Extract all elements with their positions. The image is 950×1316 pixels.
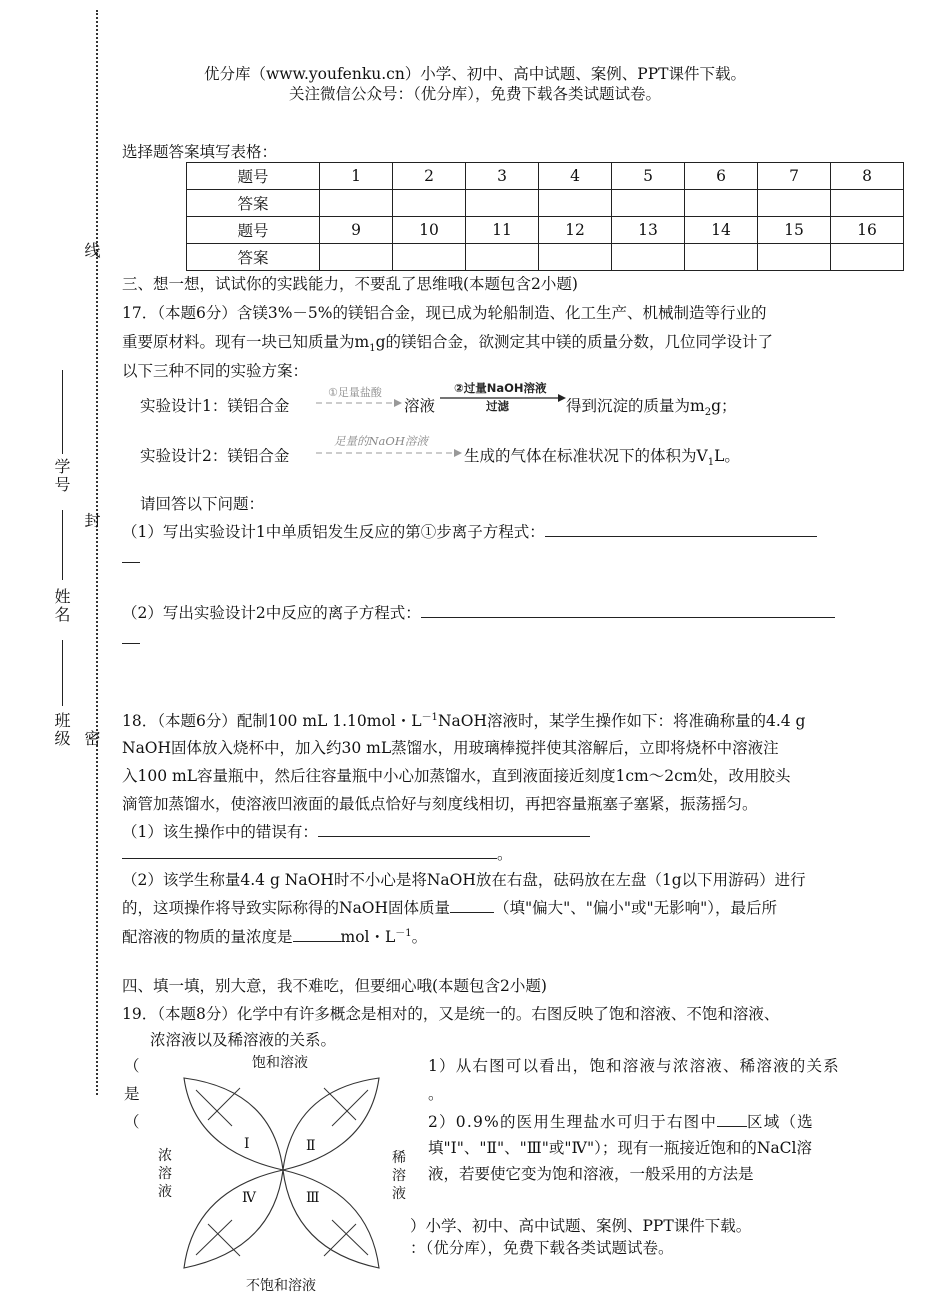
design-1-arrow-1-label: ①足量盐酸	[328, 386, 382, 399]
answer-cell[interactable]	[758, 190, 831, 217]
q19-left-fragment-2: 是	[124, 1085, 140, 1103]
q18-sub-2-line-2-b: （填"偏大"、"偏小"或"无影响"），最后所	[494, 899, 778, 917]
q19-line-1: 19．（本题8分）化学中有许多概念是相对的，又是统一的。右图反映了饱和溶液、不饱和溶液、	[122, 1005, 780, 1023]
table-row	[187, 190, 904, 217]
q18-sub-1-line-2	[122, 842, 513, 864]
q19-r2-a: 2）0.9%的医用生理盐水可归于右图中	[428, 1113, 718, 1131]
header-cell: 题号	[187, 217, 320, 244]
answer-blank-continued[interactable]	[122, 643, 140, 644]
q18-sub-2-line-3	[122, 924, 427, 947]
number-cell: 2	[393, 163, 466, 190]
design-2-label: 实验设计2：镁铝合金	[140, 447, 290, 465]
diagram-bottom-label: 不饱和溶液	[246, 1278, 316, 1294]
table-row	[187, 217, 904, 244]
q18-line-1-a: 18．（本题6分）配制100 mL 1.10mol・L	[122, 712, 422, 731]
design-1-mid: 溶液	[404, 397, 436, 415]
answer-cell[interactable]	[320, 244, 393, 271]
answer-cell[interactable]	[612, 244, 685, 271]
q18-line-1-b: NaOH溶液时，某学生操作如下：将准确称量的4.4 g	[437, 712, 806, 731]
design-1-end-sub: 2	[704, 407, 712, 419]
section-4-title: 四、填一填，别大意，我不难吃，但要细心哦(本题包含2小题)	[122, 977, 547, 995]
answer-cell[interactable]	[758, 244, 831, 271]
table-row	[187, 163, 904, 190]
q17-line-1: 17．（本题6分）含镁3%－5%的镁铝合金，现已成为轮船制造、化工生产、机械制造等行业的	[122, 304, 767, 322]
q18-sub-1	[122, 820, 590, 842]
answer-cell[interactable]	[685, 190, 758, 217]
answer-cell[interactable]	[393, 190, 466, 217]
label-class: 班级	[52, 712, 71, 748]
q19-r2-b: 区域（选	[747, 1113, 814, 1131]
header-cell: 答案	[187, 244, 320, 271]
answer-cell[interactable]	[685, 244, 758, 271]
q18-sub-1-end: 。	[497, 845, 513, 863]
header-line-2: 关注微信公众号：（优分库），免费下载各类试题试卷。	[288, 85, 661, 103]
table-caption: 选择题答案填写表格：	[122, 143, 278, 161]
diagram-right-label-3: 液	[392, 1186, 406, 1202]
design-1-end-a: 得到沉淀的质量为m	[566, 397, 705, 415]
design-1-arrow-2	[438, 380, 566, 414]
design-1-end	[566, 394, 737, 418]
answer-blank[interactable]	[421, 603, 835, 618]
answer-blank[interactable]	[450, 898, 494, 913]
design-2-end-b: L。	[714, 447, 740, 465]
answer-cell[interactable]	[831, 244, 904, 271]
q18-sup-2: －1	[395, 928, 412, 939]
label-student-id: 学号	[52, 458, 71, 494]
number-cell: 15	[758, 217, 831, 244]
q18-sub-2-line-3-c: 。	[411, 928, 428, 947]
design-1-arrow-2-top: ②过量NaOH溶液	[454, 381, 547, 395]
number-cell: 16	[831, 217, 904, 244]
q17-sub: 1	[369, 343, 376, 355]
q17-line-3: 以下三种不同的实验方案：	[122, 362, 309, 380]
binding-dotted-line	[96, 10, 98, 1095]
q19-r1-b: 。	[428, 1085, 444, 1103]
petal-upper-left	[184, 1078, 379, 1268]
design-1-end-b: g；	[711, 397, 737, 415]
region-ii-label: Ⅱ	[306, 1138, 316, 1154]
q17-line-2-a: 重要原材料。现有一块已知质量为m	[122, 333, 370, 351]
number-cell: 14	[685, 217, 758, 244]
number-cell: 7	[758, 163, 831, 190]
q18-line-3: 入100 mL容量瓶中，然后往容量瓶中小心加蒸馏水，直到液面接近刻度1cm～2cm处，改用胶头	[122, 767, 791, 785]
design-1-arrow-2-bottom: 过滤	[486, 399, 509, 413]
q17-line-2	[122, 330, 773, 354]
answer-blank[interactable]	[293, 927, 341, 942]
number-cell: 13	[612, 217, 685, 244]
q19-left-fragment-1: （	[124, 1057, 140, 1075]
q17-sub-1-text: （1）写出实验设计1中单质铝发生反应的第①步离子方程式：	[122, 523, 545, 541]
number-cell: 1	[320, 163, 393, 190]
q18-sub-1-text: （1）该生操作中的错误有：	[122, 823, 318, 841]
label-student-name: 姓名	[52, 588, 71, 624]
class-blank[interactable]	[62, 640, 63, 706]
margin-xian: 线	[82, 242, 101, 260]
answer-blank[interactable]	[122, 844, 497, 859]
diagram-left-label-3: 液	[158, 1184, 172, 1200]
margin-feng: 封	[82, 512, 101, 530]
region-iii-label: Ⅲ	[306, 1190, 320, 1206]
design-2-end-a: 生成的气体在标准状况下的体积为V	[464, 447, 708, 465]
header-line-1: 优分库（www.youfenku.cn）小学、初中、高中试题、案例、PPT课件下载。	[203, 65, 747, 83]
design-2-end-sub: 1	[707, 457, 715, 469]
q18-line-4: 滴管加蒸馏水，使溶液凹液面的最低点恰好与刻度线相切，再把容量瓶塞子塞紧，振荡摇匀。	[122, 795, 758, 813]
number-cell: 8	[831, 163, 904, 190]
margin-mi: 密	[82, 730, 101, 748]
q18-sub-2-line-1: （2）该学生称量4.4 g NaOH时不小心是将NaOH放在右盘，砝码放在左盘（1g以下用游码）进行	[122, 871, 806, 889]
answer-cell[interactable]	[320, 190, 393, 217]
q19-r2-line-3: 液，若要使它变为饱和溶液，一般采用的方法是	[428, 1165, 754, 1183]
footer-line-1: ）小学、初中、高中试题、案例、PPT课件下载。	[410, 1217, 752, 1235]
diagram-left-label-1: 浓	[158, 1148, 172, 1164]
answer-cell[interactable]	[393, 244, 466, 271]
design-1-arrow-1	[314, 384, 402, 414]
q18-sub-2-line-2-a: 的，这项操作将导致实际称得的NaOH固体质量	[122, 899, 451, 917]
q19-left-fragment-3: （	[124, 1113, 140, 1131]
q18-line-1	[122, 708, 805, 731]
diagram-right-label-2: 溶	[392, 1168, 406, 1184]
answer-cell[interactable]	[466, 244, 539, 271]
design-2-arrow	[314, 432, 462, 462]
number-cell: 10	[393, 217, 466, 244]
q18-sub-2-line-3-b: mol・L	[340, 928, 396, 947]
diagram-cross-lines	[196, 1088, 368, 1256]
q19-line-2: 浓溶液以及稀溶液的关系。	[150, 1031, 337, 1049]
number-cell: 4	[539, 163, 612, 190]
answer-blank-continued[interactable]	[122, 562, 140, 563]
answer-table	[186, 162, 904, 271]
header-cell: 答案	[187, 190, 320, 217]
solution-relationship-diagram	[148, 1050, 423, 1300]
q19-r2-line-1	[428, 1110, 814, 1132]
number-cell: 6	[685, 163, 758, 190]
student-name-blank[interactable]	[62, 510, 63, 580]
footer-line-2: ：（优分库），免费下载各类试题试卷。	[410, 1239, 674, 1257]
number-cell: 11	[466, 217, 539, 244]
table-row	[187, 244, 904, 271]
answer-blank[interactable]	[318, 822, 590, 837]
q17-ask: 请回答以下问题：	[140, 495, 265, 513]
answer-cell[interactable]	[539, 190, 612, 217]
q18-sup: －1	[421, 712, 438, 723]
answer-cell[interactable]	[612, 190, 685, 217]
q17-line-2-b: g的镁铝合金，欲测定其中镁的质量分数，几位同学设计了	[375, 333, 774, 351]
region-i-label: Ⅰ	[244, 1136, 250, 1152]
q18-sub-2-line-2	[122, 896, 777, 918]
answer-blank[interactable]	[717, 1112, 747, 1127]
answer-cell[interactable]	[831, 190, 904, 217]
q19-r2-line-2: 填"Ⅰ"、"Ⅱ"、"Ⅲ"或"Ⅳ"）；现有一瓶接近饱和的NaCl溶	[428, 1139, 812, 1157]
answer-cell[interactable]	[539, 244, 612, 271]
diagram-right-label-1: 稀	[392, 1150, 406, 1166]
number-cell: 12	[539, 217, 612, 244]
q17-sub-2-text: （2）写出实验设计2中反应的离子方程式：	[122, 604, 421, 622]
design-2-end	[464, 444, 740, 468]
number-cell: 5	[612, 163, 685, 190]
q19-r1-a: 1）从右图可以看出，饱和溶液与浓溶液、稀溶液的关系	[428, 1057, 840, 1075]
diagram-top-label: 饱和溶液	[252, 1055, 308, 1071]
design-2-arrow-label: 足量的NaOH溶液	[334, 434, 428, 448]
student-id-blank[interactable]	[62, 370, 63, 454]
q17-sub-1	[122, 520, 817, 542]
header-cell: 题号	[187, 163, 320, 190]
section-3-title: 三、想一想，试试你的实践能力，不要乱了思维哦(本题包含2小题)	[122, 275, 578, 293]
q18-line-2: NaOH固体放入烧杯中，加入约30 mL蒸馏水，用玻璃棒搅拌使其溶解后，立即将烧杯中溶液注	[122, 739, 779, 757]
q18-sub-2-line-3-a: 配溶液的物质的量浓度是	[122, 928, 293, 947]
number-cell: 3	[466, 163, 539, 190]
answer-cell[interactable]	[466, 190, 539, 217]
answer-blank[interactable]	[545, 522, 817, 537]
number-cell: 9	[320, 217, 393, 244]
design-1-label: 实验设计1：镁铝合金	[140, 397, 290, 415]
region-iv-label: Ⅳ	[242, 1190, 256, 1206]
q17-sub-2	[122, 601, 835, 623]
diagram-left-label-2: 溶	[158, 1166, 172, 1182]
